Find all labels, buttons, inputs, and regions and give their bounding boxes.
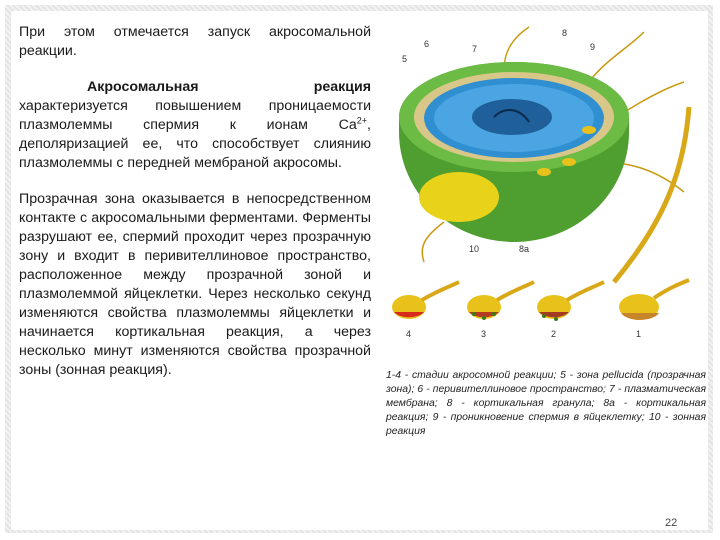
stage-label-4: 4 bbox=[406, 329, 412, 339]
stage-1 bbox=[392, 282, 459, 319]
figure-caption: 1-4 - стадии акросомной реакции; 5 - зона pellucida (прозрачная зона); 6 - перивителлиновое пространство; 7 - плазматическая мембрана; 8 - кортикальная гранула; 8а - кортикальная реакция; 9 - проникновение спермия в яйцеклетку; 10 - зонная реакция bbox=[386, 370, 706, 437]
stage-2 bbox=[467, 282, 534, 320]
text-column bbox=[19, 23, 371, 380]
stage-3 bbox=[537, 282, 604, 321]
page-number: 22 bbox=[665, 517, 678, 529]
label-8a: 8а bbox=[519, 244, 530, 254]
paragraph-1: характеризуется повышением проницаемости плазмолеммы спермия к ионам $Ca^{2+}$, деполяризацией ее, что способствует слиянию плазмолеммы с передней мембраной акросомы. bbox=[19, 98, 371, 171]
stage-label-1: 1 bbox=[636, 329, 642, 339]
term-heading: Акросомальная реакция bbox=[87, 79, 371, 95]
paragraph-2: Прозрачная зона оказывается в непосредственном контакте с акросомальными ферментами. Ферменты разрушают ее, спермий проходит через прозрачную зону и входит в перивителлиновое пространство, расположенное между прозрачной зоной и плазмолеммой яйцеклетки. Через несколько секунд изменяются свойства плазмолеммы яйцеклетки и начинается кортикальная реакция, а через несколько минут изменяются свойства прозрачной зоны (зонная реакция). bbox=[19, 191, 371, 378]
label-10: 10 bbox=[469, 244, 480, 254]
stage-label-3: 3 bbox=[481, 329, 487, 339]
slide bbox=[11, 11, 708, 530]
stage-label-2: 2 bbox=[551, 329, 557, 339]
term-line bbox=[19, 78, 371, 97]
label-5: 5 bbox=[402, 54, 408, 64]
label-8: 8 bbox=[562, 28, 568, 38]
label-7: 7 bbox=[472, 44, 478, 54]
intro-paragraph: При этом отмечается запуск акросомальной реакции. bbox=[19, 24, 371, 59]
stage-4 bbox=[619, 280, 689, 320]
label-6: 6 bbox=[424, 39, 430, 49]
egg-cell-illustration bbox=[384, 22, 704, 352]
label-9: 9 bbox=[590, 42, 596, 52]
